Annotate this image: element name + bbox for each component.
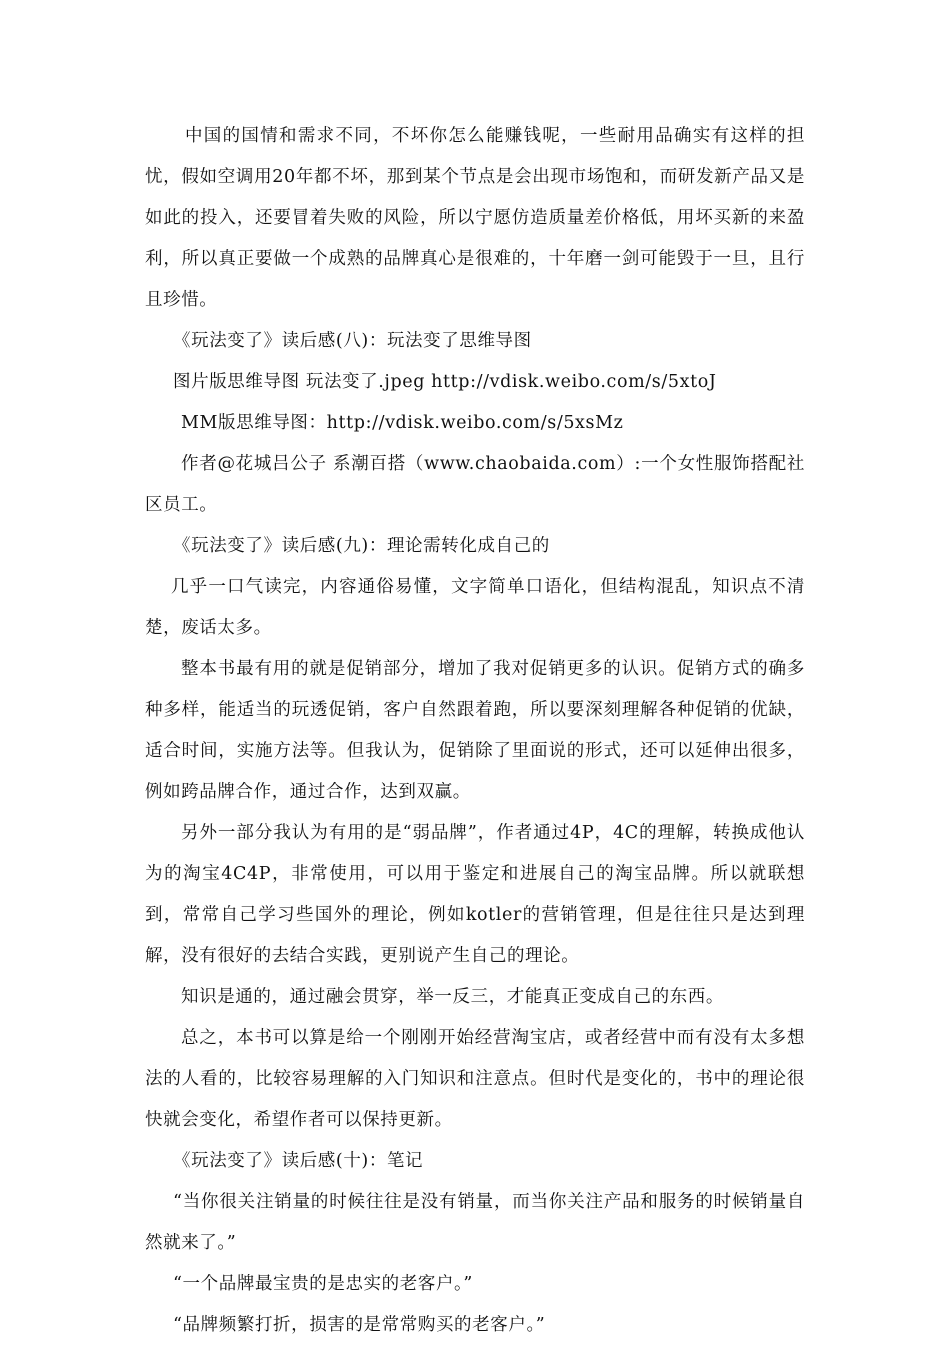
author-credit: 作者@花城吕公子 系潮百搭（www.chaobaida.com）:一个女性服饰搭配社区员工。: [145, 454, 805, 515]
mindmap-mm-link: MM版思维导图：http://vdisk.weibo.com/s/5xsMz: [181, 413, 624, 433]
paragraph-knowledge: 知识是通的，通过融会贯穿，举一反三，才能真正变成自己的东西。: [181, 987, 724, 1007]
quote-loyal-customers: “一个品牌最宝贵的是忠实的老客户。”: [173, 1274, 473, 1294]
section-heading-8: 《玩法变了》读后感(八)：玩法变了思维导图: [173, 331, 532, 351]
paragraph-first-impression: 几乎一口气读完，内容通俗易懂，文字简单口语化，但结构混乱，知识点不清楚，废话太多。: [145, 577, 805, 638]
section-heading-10: 《玩法变了》读后感(十)：笔记: [173, 1151, 424, 1171]
mindmap-image-link: 图片版思维导图 玩法变了.jpeg http://vdisk.weibo.com/s/5xtoJ: [173, 372, 717, 392]
paragraph-weak-brand: 另外一部分我认为有用的是“弱品牌”，作者通过4P，4C的理解，转换成他认为的淘宝4C4P，非常使用，可以用于鉴定和进展自己的淘宝品牌。所以就联想到，常常自己学习些国外的理论，例如kotler的营销管理，但是往往只是达到理解，没有很好的去结合实践，更别说产生自己的理论。: [145, 823, 805, 966]
document-body: [145, 116, 805, 1346]
paragraph-durability: 中国的国情和需求不同，不坏你怎么能赚钱呢，一些耐用品确实有这样的担忧，假如空调用20年都不坏，那到某个节点是会出现市场饱和，而研发新产品又是如此的投入，还要冒着失败的风险，所以宁愿仿造质量差价格低，用坏买新的来盈利，所以真正要做一个成熟的品牌真心是很难的，十年磨一剑可能毁于一旦，且行且珍惜。: [145, 126, 805, 310]
paragraph-promotion: 整本书最有用的就是促销部分，增加了我对促销更多的认识。促销方式的确多种多样，能适当的玩透促销，客户自然跟着跑，所以要深刻理解各种促销的优缺，适合时间，实施方法等。但我认为，促销除了里面说的形式，还可以延伸出很多，例如跨品牌合作，通过合作，达到双赢。: [145, 659, 805, 802]
paragraph-summary: 总之，本书可以算是给一个刚刚开始经营淘宝店，或者经营中而有没有太多想法的人看的，比较容易理解的入门知识和注意点。但时代是变化的，书中的理论很快就会变化，希望作者可以保持更新。: [145, 1028, 805, 1130]
quote-sales: “当你很关注销量的时候往往是没有销量，而当你关注产品和服务的时候销量自然就来了。”: [145, 1192, 805, 1253]
quote-discounts: “品牌频繁打折，损害的是常常购买的老客户。”: [173, 1315, 546, 1335]
section-heading-9: 《玩法变了》读后感(九)：理论需转化成自己的: [173, 536, 550, 556]
